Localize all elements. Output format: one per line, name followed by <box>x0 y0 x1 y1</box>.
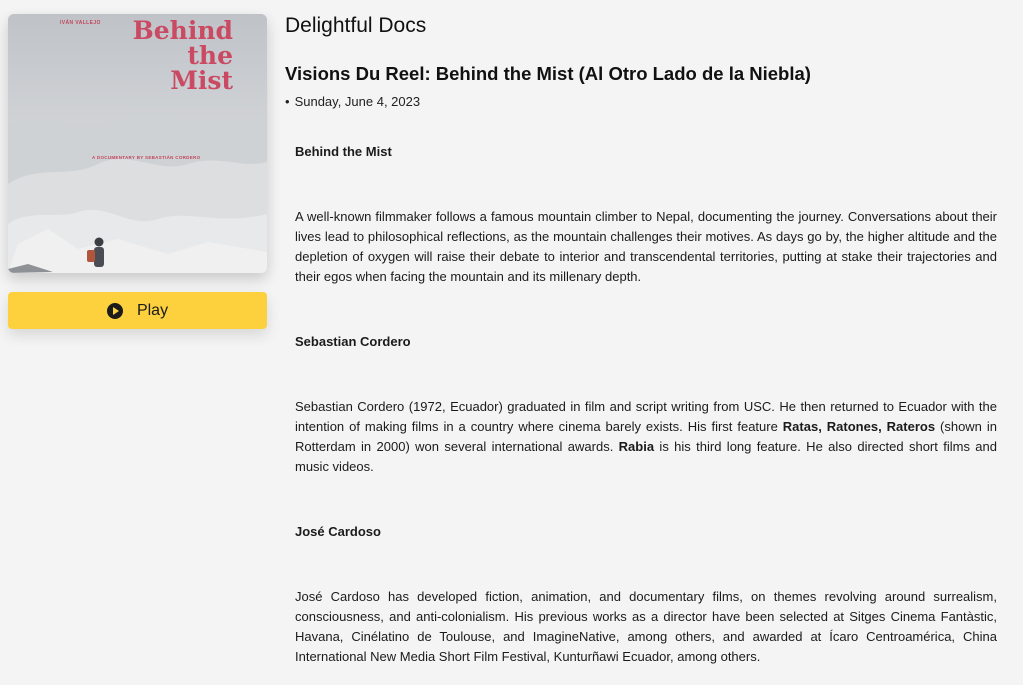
episode-artwork <box>8 14 267 273</box>
artwork-title-line-1: Behind <box>132 16 233 45</box>
section-heading-sebastian-cordero: Sebastian Cordero <box>295 334 411 349</box>
section-heading-behind-the-mist: Behind the Mist <box>295 144 392 159</box>
episode-details <box>285 12 1000 667</box>
artwork-title-line-2: the <box>187 41 233 70</box>
section-text-behind-the-mist: A well-known filmmaker follows a famous mountain climber to Nepal, documenting the journey. Conversations about their lives lead to philosophical reflections, as the mountain challenges their motives. As days go by, the higher altitude and the depletion of oxygen will raise their debate to interior and transcendental territories, putting at stake their trajectories and their egos when facing the mountain and its millenary depth. <box>295 209 997 284</box>
film-title-ratas: Ratas, Ratones, Rateros <box>782 419 936 434</box>
section-text-sebastian-cordero <box>295 397 997 477</box>
artwork-title <box>133 18 233 93</box>
artwork-subtitle: A DOCUMENTARY BY SEBASTIÁN CORDERO <box>92 155 201 160</box>
bio-text-part-2: (shown in Rotterdam in 2000) won several international awards. <box>295 419 997 454</box>
artwork-director: IVÁN VALLEJO <box>60 20 101 26</box>
play-button-label: Play <box>136 301 169 319</box>
show-title[interactable]: Delightful Docs <box>285 14 427 37</box>
section-heading-jose-cardoso: José Cardoso <box>295 524 381 539</box>
bio-text-part-1: Sebastian Cordero (1972, Ecuador) graduated in film and script writing from USC. He then returned to Ecuador with the intention of making films in a country where cinema barely exists. His first feature <box>295 399 997 434</box>
play-button[interactable] <box>8 292 267 329</box>
film-title-rabia: Rabia <box>618 439 655 454</box>
episode-date-text: Sunday, June 4, 2023 <box>294 94 421 109</box>
artwork-title-line-3: Mist <box>170 66 233 95</box>
episode-date <box>285 94 1000 109</box>
left-column <box>8 14 267 329</box>
date-bullet: • <box>285 94 290 109</box>
play-icon <box>107 303 123 319</box>
episode-title: Visions Du Reel: Behind the Mist (Al Otro Lado de la Niebla) <box>285 63 811 84</box>
section-text-jose-cardoso: José Cardoso has developed fiction, animation, and documentary films, on themes revolving around surrealism, consciousness, and anti-colonialism. His previous works as a director have been selected at Sitges Cinema Fantàstic, Havana, Cinélatino de Toulouse, and ImagineNative, among others, and awarded at Ícaro Centroamérica, China International New Media Short Film Festival, Kunturñawi Ecuador, among others. <box>295 589 997 664</box>
bio-text-part-3: is his third long feature. He also directed short films and music videos. <box>295 439 997 474</box>
episode-description <box>295 143 997 667</box>
